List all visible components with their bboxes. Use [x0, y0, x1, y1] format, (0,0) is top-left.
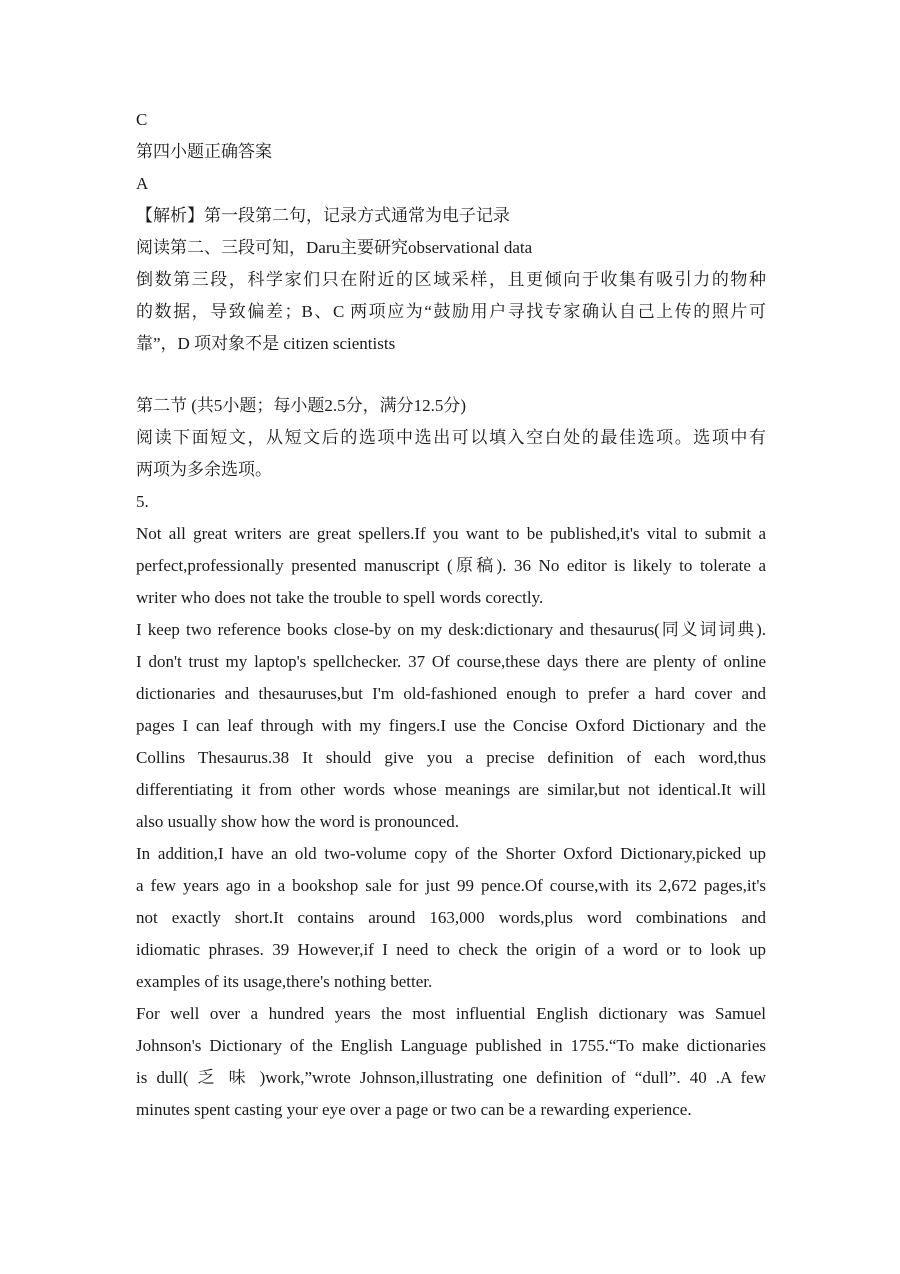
spacer: [136, 360, 766, 390]
reading-passage: [136, 518, 766, 1126]
analysis-line: 阅读第二、三段可知，Daru主要研究observational data: [136, 238, 533, 257]
q4-heading: 第四小题正确答案: [136, 142, 272, 161]
passage-line: I don't trust my laptop's spellchecker. 37 Of course,these days there are plenty of online: [136, 652, 766, 671]
passage-line: also usually show how the word is pronounced.: [136, 812, 459, 831]
section-title: 第二节 (共5小题；每小题2.5分，满分12.5分): [136, 396, 467, 415]
passage-line: writer who does not take the trouble to spell words corectly.: [136, 588, 544, 607]
passage-line: a few years ago in a bookshop sale for just 99 pence.Of course,with its 2,672 pages,it's: [136, 876, 766, 895]
analysis-line: 的数据，导致偏差；B、C 两项应为“鼓励用户寻找专家确认自己上传的照片可: [136, 302, 766, 321]
passage-line: Collins Thesaurus.38 It should give you a precise definition of each word,thus: [136, 748, 766, 767]
q4-answer: A: [136, 174, 149, 193]
passage-line: differentiating it from other words whose meanings are similar,but not identical.It will: [136, 780, 766, 799]
question-number: 5.: [136, 492, 149, 511]
passage-line: For well over a hundred years the most influential English dictionary was Samuel: [136, 1004, 766, 1023]
passage-line: I keep two reference books close-by on my desk:dictionary and thesaurus(同义词词典).: [136, 620, 766, 639]
analysis-line: 倒数第三段，科学家们只在附近的区域采样，且更倾向于收集有吸引力的物种: [136, 270, 766, 289]
passage-line: Johnson's Dictionary of the English Language published in 1755.“To make dictionaries: [136, 1036, 766, 1055]
passage-line: dictionaries and thesauruses,but I'm old-fashioned enough to prefer a hard cover and: [136, 684, 766, 703]
passage-line: examples of its usage,there's nothing better.: [136, 972, 433, 991]
section-instructions: 阅读下面短文，从短文后的选项中选出可以填入空白处的最佳选项。选项中有: [136, 428, 766, 447]
analysis-line: 靠”，D 项对象不是 citizen scientists: [136, 334, 396, 353]
document-page: [136, 104, 766, 1126]
passage-line: idiomatic phrases. 39 However,if I need to check the origin of a word or to look up: [136, 940, 766, 959]
passage-line: pages I can leaf through with my fingers.I use the Concise Oxford Dictionary and the: [136, 716, 766, 735]
analysis-line: 【解析】第一段第二句，记录方式通常为电子记录: [136, 206, 510, 225]
passage-line: minutes spent casting your eye over a page or two can be a rewarding experience.: [136, 1100, 692, 1119]
passage-line: Not all great writers are great spellers.If you want to be published,it's vital to submit a: [136, 524, 766, 543]
section-instructions: 两项为多余选项。: [136, 460, 272, 479]
passage-line: perfect,professionally presented manuscript (原稿). 36 No editor is likely to tolerate a: [136, 556, 766, 575]
passage-line: not exactly short.It contains around 163,000 words,plus word combinations and: [136, 908, 766, 927]
q3-answer: C: [136, 110, 148, 129]
passage-line: is dull( 乏 味 )work,”wrote Johnson,illustrating one definition of “dull”. 40 .A few: [136, 1068, 766, 1087]
passage-line: In addition,I have an old two-volume copy of the Shorter Oxford Dictionary,picked up: [136, 844, 766, 863]
